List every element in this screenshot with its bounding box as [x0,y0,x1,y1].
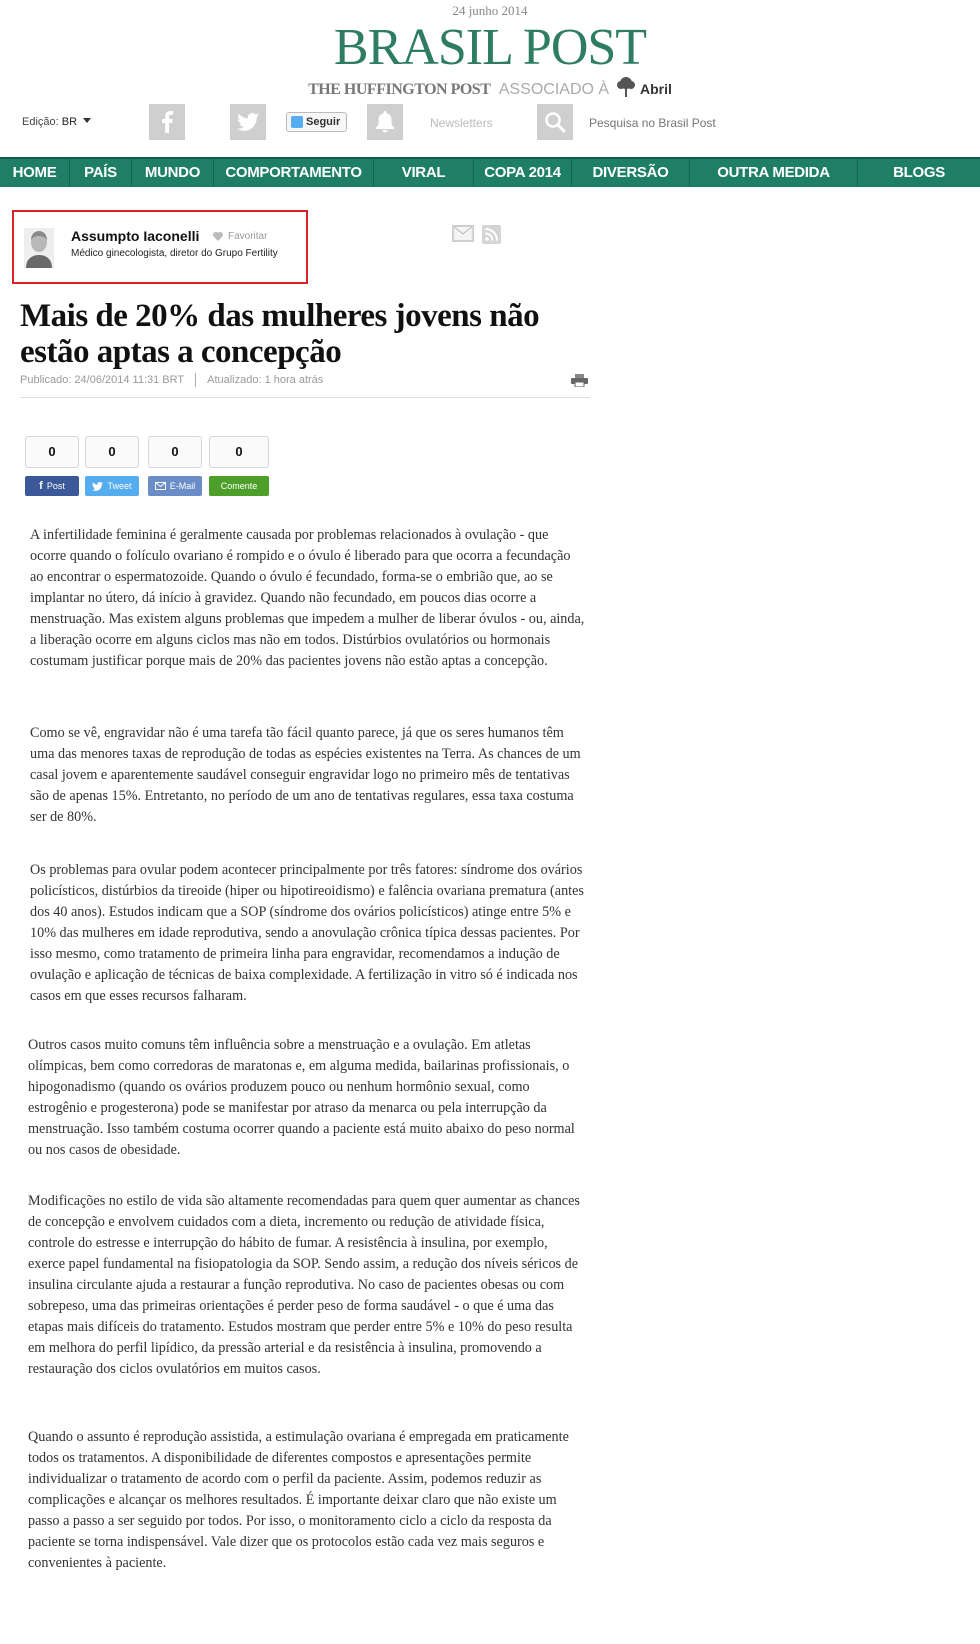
nav-item-blogs[interactable]: BLOGS [893,164,945,181]
email-share-button[interactable] [148,476,202,496]
follow-label: Seguir [306,116,341,128]
nav-item-outra-medida[interactable]: OUTRA MEDIDA [690,159,858,187]
facebook-share-button[interactable] [25,476,79,496]
twitter-share-count: 0 [85,436,139,468]
nav-item-copa-2014[interactable]: COPA 2014 [474,159,572,187]
email-share-label: E-Mail [169,481,196,491]
associated-label: ASSOCIADO À [498,81,610,98]
facebook-share-label: Post [46,481,65,491]
share-comment [209,436,269,496]
twitter-small-icon [92,482,103,491]
nav-item-home[interactable]: HOME [0,159,70,187]
search-input[interactable] [589,116,789,130]
comment-label: Comente [220,481,258,491]
article-paragraph: Quando o assunto é reprodução assistida, a estimulação ovariana é empregada em praticamente todos os tratamentos. A disponibilidade de diferentes compostos e apresentações permite individualizar o tratamento de acordo com o perfil da paciente. Assim, podemos reduzir as complicações e alcançar os melhores resultados. É importante deixar claro que não existe um passo a passo a ser seguido por todos. Por isso, o monitoramento ciclo a ciclo da resposta da paciente se torna indispensável. Vale dizer que os protocolos estão cada vez mais seguros e convenientes à paciente. [28,1429,569,1571]
article-title: Mais de 20% das mulheres jovens não estão aptas a concepção [20,298,540,370]
twitter-button[interactable] [230,104,266,140]
twitter-bird-icon [291,116,303,128]
article-paragraph: Como se vê, engravidar não é uma tarefa tão fácil quanto parece, já que os seres humanos têm uma das menores taxas de reprodução de todas as espécies existentes na Terra. As chances de um casal jovem e aparentemente saudável conseguir engravidar logo no primeiro mês de tentativas são de apenas 15%. Entretanto, no período de um ano de tentativas regulares, essa taxa costuma ser de 80%. [30,725,581,825]
nav-item-comportamento[interactable]: COMPORTAMENTO [214,159,374,187]
favorite-button[interactable] [213,231,267,242]
mail-icon[interactable] [452,225,474,242]
author-name[interactable]: Assumpto Iaconelli [71,228,200,244]
article-paragraph: Modificações no estilo de vida são altamente recomendadas para quem quer aumentar as chances de concepção e envolvem cuidados com a dieta, incremento ou redução de atividade física, controle do estresse e interrupção do hábito de fumar. A resistência à insulina, por exemplo, exerce papel fundamental na fisiopatologia da SOP. Sendo assim, a redução dos níveis séricos de insulina circulante ajuda a restaurar a função reprodutiva. No caso de pacientes obesas ou com sobrepeso, uma das primeiras orientações é perder peso de forma saudável - o que é uma das etapas mais difíceis do tratamento. Estudos mostram que perder entre 5% e 10% do peso resulta em melhora do perfil lipídico, da pressão arterial e da resistência à insulina, promovendo a restauração dos ciclos ovulatórios em muitos casos. [28,1193,580,1377]
published-date: Publicado: 24/06/2014 11:31 BRT [20,374,185,386]
heart-icon [213,232,223,241]
author-description: Médico ginecologista, diretor do Grupo Fertility [71,248,278,259]
tree-icon [616,76,636,98]
site-logo[interactable]: BRASIL POST [333,19,647,76]
facebook-icon [160,111,174,133]
article-paragraph: A infertilidade feminina é geralmente causada por problemas relacionados à ovulação - que ocorre quando o folículo ovariano é rompido e o óvulo é liberado para que ocorra a fecundação ao encontrar o espermatozoide. Quando o óvulo é fecundado, forma-se o embrião que, ao se implantar no útero, dá início à gravidez. Quando não fecundado, em poucos dias ocorre a menstruação. Mas existem alguns problemas que impedem a mulher de liberar óvulos - ou, ainda, a liberação ocorre em alguns ciclos mas não em todos. Distúrbios ovulatórios ou hormonais costumam justificar porque mais de 20% das pacientes jovens não estão aptas a concepção. [30,527,585,669]
comment-count: 0 [209,436,269,468]
newsletters-button[interactable] [367,104,403,140]
updated-date: Atualizado: 1 hora atrás [207,374,324,386]
rss-icon[interactable] [482,225,501,244]
search-button[interactable] [537,104,573,140]
twitter-follow-button[interactable] [286,112,347,132]
twitter-icon [237,113,259,131]
facebook-small-icon: f [39,480,43,492]
edition-value: BR [61,116,78,128]
abril-label: Abril [639,81,672,97]
share-email [148,436,202,496]
search-icon [544,111,566,133]
nav-item-diversao[interactable]: DIVERSÃO [572,159,690,187]
nav-item-mundo[interactable]: MUNDO [132,159,214,187]
print-icon[interactable] [571,374,588,387]
share-twitter [85,436,139,496]
twitter-share-label: Tweet [107,481,132,491]
share-facebook [25,436,79,496]
favorite-label: Favoritar [228,231,268,242]
nav-item-viral[interactable]: VIRAL [374,159,474,187]
header-divider [20,397,590,398]
email-share-count: 0 [148,436,202,468]
huffington-post-label: THE HUFFINGTON POST [308,81,491,98]
article-paragraph: Outros casos muito comuns têm influência sobre a menstruação e a ovulação. Em atletas olímpicas, bem como corredoras de maratonas e, em alguma medida, bailarinas profissionais, o hipogonadismo (quando os ovários produzem pouco ou nenhum hormônio sexual, como estrogênio e progesterona) pode se manifestar por atraso da menarca ou pela interrupção da menstruação. Isso também costuma ocorrer quando a paciente está muito abaixo do peso normal ou nos casos de obesidade. [28,1037,575,1158]
masthead-date: 24 junho 2014 [452,3,528,18]
facebook-button[interactable] [149,104,185,140]
article-meta [20,373,323,387]
bell-icon [375,111,395,133]
main-nav [0,157,980,187]
affiliation-line [0,76,980,101]
avatar[interactable] [24,228,54,268]
meta-divider [195,373,196,387]
email-small-icon [155,482,166,490]
twitter-share-button[interactable] [85,476,139,496]
nav-item-pais[interactable]: PAÍS [70,159,132,187]
author-box [12,210,308,284]
facebook-share-count: 0 [25,436,79,468]
newsletters-link[interactable]: Newsletters [430,116,493,130]
article-paragraph: Os problemas para ovular podem acontecer principalmente por três fatores: síndrome dos ovários policísticos, distúrbios da tireoide (hiper ou hipotireoidismo) e falência ovariana prematura (antes dos 40 anos). Estudos indicam que a SOP (síndrome dos ovários policísticos) atinge entre 5% e 10% das mulheres em idade reprodutiva, sendo a anovulação crônica típica dessas pacientes. Por isso mesmo, como tratamento de primeira linha para engravidar, recomendamos a indução de ovulação e aplicação de técnicas de baixa complexidade. A fertilização in vitro só é indicada nos casos em que esses recursos falharam. [30,862,584,1004]
edition-label: Edição: [22,116,59,128]
caret-down-icon [83,118,91,123]
comment-button[interactable] [209,476,269,496]
edition-selector[interactable] [22,116,91,128]
